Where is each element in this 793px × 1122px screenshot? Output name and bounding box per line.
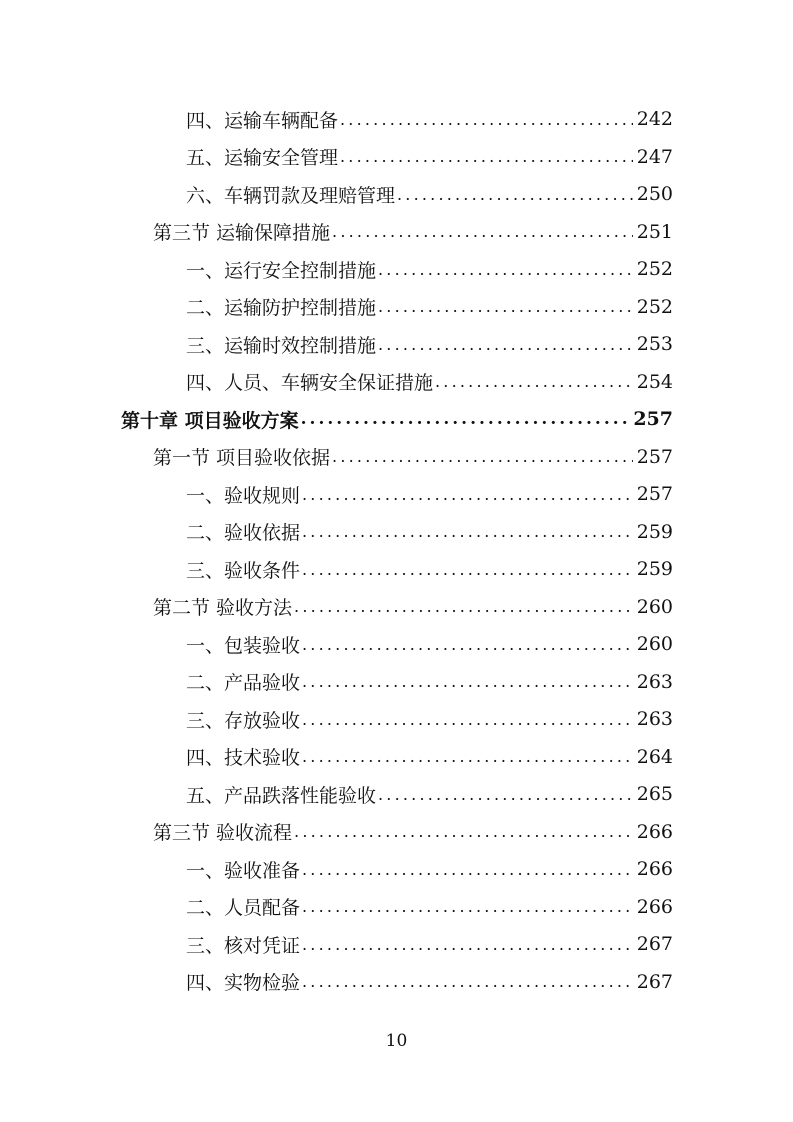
- toc-entry-page: 266: [636, 820, 673, 843]
- toc-entry-section: [153, 588, 673, 625]
- toc-leader-dots: [302, 972, 633, 991]
- toc-entry-item: [186, 776, 673, 813]
- toc-entry-item: [186, 963, 673, 1000]
- toc-leader-dots: [302, 672, 633, 691]
- toc-entry-title: 第十章 项目验收方案: [121, 409, 299, 432]
- toc-entry-item: [186, 663, 673, 700]
- toc-entry-section: [153, 438, 673, 475]
- toc-entry-title: 三、核对凭证: [186, 934, 301, 957]
- toc-entry-item: [186, 513, 673, 550]
- toc-entry-page: 259: [636, 520, 673, 543]
- toc-entry-title: 二、产品验收: [186, 672, 301, 694]
- toc-leader-dots: [332, 447, 633, 466]
- toc-leader-dots: [302, 935, 633, 954]
- toc-entry-section: [153, 213, 673, 250]
- toc-entry-chapter: [121, 401, 673, 438]
- toc-leader-dots: [302, 897, 633, 916]
- toc-leader-dots: [302, 522, 633, 541]
- toc-entry-item: [186, 176, 673, 213]
- toc-leader-dots: [302, 485, 633, 504]
- toc-leader-dots: [340, 147, 633, 166]
- toc-entry-page: 250: [636, 183, 673, 205]
- toc-entry-page: 254: [636, 370, 673, 393]
- toc-entry-item: [186, 738, 673, 775]
- toc-entry-page: 263: [636, 708, 673, 730]
- toc-entry-page: 259: [636, 558, 673, 580]
- toc-entry-title: 四、技术验收: [186, 747, 301, 769]
- toc-leader-dots: [302, 710, 633, 729]
- toc-entry-item: [186, 888, 673, 925]
- toc-leader-dots: [340, 110, 633, 129]
- toc-entry-page: 260: [636, 633, 673, 655]
- toc-entry-title: 四、运输车辆配备: [186, 109, 339, 132]
- toc-entry-item: [186, 101, 673, 138]
- toc-entry-page: 264: [636, 745, 673, 768]
- toc-entry-page: 253: [636, 333, 673, 355]
- toc-entry-title: 第三节 验收流程: [153, 822, 293, 844]
- toc-entry-page: 266: [636, 895, 673, 918]
- toc-entry-title: 一、验收规则: [186, 484, 301, 507]
- toc-entry-item: [186, 701, 673, 738]
- toc-entry-title: 一、运行安全控制措施: [186, 259, 377, 282]
- toc-leader-dots: [302, 860, 633, 879]
- toc-entry-title: 第一节 项目验收依据: [153, 447, 331, 469]
- toc-entry-item: [186, 926, 673, 963]
- toc-leader-dots: [332, 222, 633, 241]
- toc-entry-title: 二、运输防护控制措施: [186, 297, 377, 319]
- toc-entry-page: 257: [636, 483, 673, 505]
- toc-entry-item: [186, 251, 673, 288]
- toc-entry-title: 五、运输安全管理: [186, 147, 339, 169]
- toc-entry-page: 252: [636, 258, 673, 280]
- toc-entry-item: [186, 551, 673, 588]
- toc-entry-title: 六、车辆罚款及理赔管理: [186, 184, 396, 207]
- toc-entry-page: 266: [636, 858, 673, 880]
- toc-entry-page: 247: [636, 145, 673, 168]
- toc-entry-title: 二、验收依据: [186, 522, 301, 544]
- toc-entry-title: 四、实物检验: [186, 972, 301, 994]
- toc-leader-dots: [378, 297, 633, 316]
- page-number: 10: [385, 1031, 408, 1051]
- toc-entry-page: 242: [636, 108, 673, 130]
- toc-entry-page: 251: [636, 220, 673, 243]
- toc-entry-item: [186, 326, 673, 363]
- toc-entry-title: 一、验收准备: [186, 859, 301, 882]
- toc-entry-item: [186, 626, 673, 663]
- toc-entry-section: [153, 813, 673, 850]
- toc-entry-item: [186, 851, 673, 888]
- toc-leader-dots: [435, 372, 633, 391]
- toc-leader-dots: [294, 597, 633, 616]
- toc-entry-title: 三、运输时效控制措施: [186, 334, 377, 357]
- toc-entry-page: 257: [633, 408, 673, 430]
- toc-leader-dots: [302, 635, 633, 654]
- toc-entry-title: 三、验收条件: [186, 559, 301, 582]
- toc-entry-page: 263: [636, 670, 673, 693]
- toc-entry-item: [186, 138, 673, 175]
- toc-entry-page: 257: [636, 445, 673, 468]
- toc-leader-dots: [294, 822, 633, 841]
- toc-leader-dots: [378, 785, 633, 804]
- toc-entry-title: 四、人员、车辆安全保证措施: [186, 372, 434, 394]
- toc-entry-title: 一、包装验收: [186, 634, 301, 657]
- toc-leader-dots: [302, 747, 633, 766]
- toc-entry-item: [186, 363, 673, 400]
- toc-leader-dots: [397, 185, 633, 204]
- toc-entry-page: 260: [636, 595, 673, 618]
- toc-entry-page: 267: [636, 970, 673, 993]
- toc-entry-title: 五、产品跌落性能验收: [186, 784, 377, 807]
- toc-entry-title: 第二节 验收方法: [153, 597, 293, 619]
- toc-entry-item: [186, 288, 673, 325]
- toc-entry-item: [186, 476, 673, 513]
- toc-entry-title: 三、存放验收: [186, 709, 301, 732]
- toc-entry-page: 252: [636, 295, 673, 318]
- toc-leader-dots: [378, 260, 633, 279]
- toc-leader-dots: [301, 409, 630, 429]
- toc-entry-title: 第三节 运输保障措施: [153, 222, 331, 244]
- toc-leader-dots: [302, 560, 633, 579]
- toc-entry-title: 二、人员配备: [186, 897, 301, 919]
- toc-entry-page: 267: [636, 933, 673, 955]
- toc-entry-page: 265: [636, 783, 673, 805]
- toc-leader-dots: [378, 335, 633, 354]
